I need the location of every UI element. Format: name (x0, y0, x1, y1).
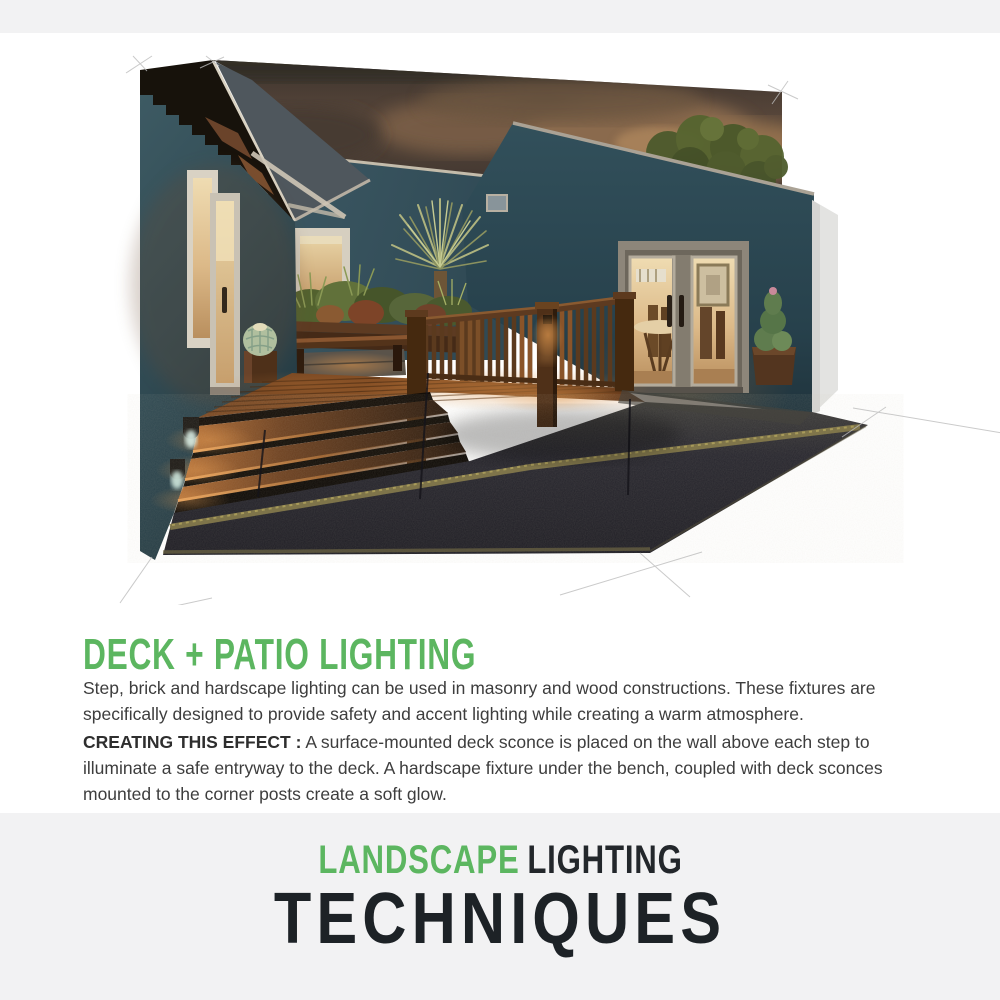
deck-patio-illustration (0, 55, 1000, 605)
series-subtitle-dark: LIGHTING (526, 838, 683, 882)
side-panel-shade (812, 200, 820, 415)
effect-text: A surface-mounted deck sconce is placed on the wall above each step to illuminate a safe entryway to the deck. A hardscape fixture under the bench, coupled with deck sconces mounted to the corner posts create a soft glow. (83, 731, 883, 804)
series-footer (0, 813, 1000, 959)
page-title (83, 630, 629, 680)
effect-paragraph (83, 729, 931, 807)
illustration-svg (0, 55, 1000, 605)
series-title-text: TECHNIQUES (273, 879, 727, 959)
intro-paragraph: Step, brick and hardscape lighting can be used in masonry and wood constructions. These fixtures are specifically designed to provide safety and accent lighting while creating a warm atmosphere. (83, 677, 876, 724)
series-title (0, 879, 1000, 959)
effect-label: CREATING THIS EFFECT : (83, 731, 302, 752)
series-subtitle-green: LANDSCAPE (317, 838, 520, 882)
french-doors (618, 241, 749, 393)
page-title-text: DECK + PATIO LIGHTING (83, 630, 477, 680)
series-subtitle (0, 840, 1000, 880)
top-margin-band (0, 0, 1000, 33)
